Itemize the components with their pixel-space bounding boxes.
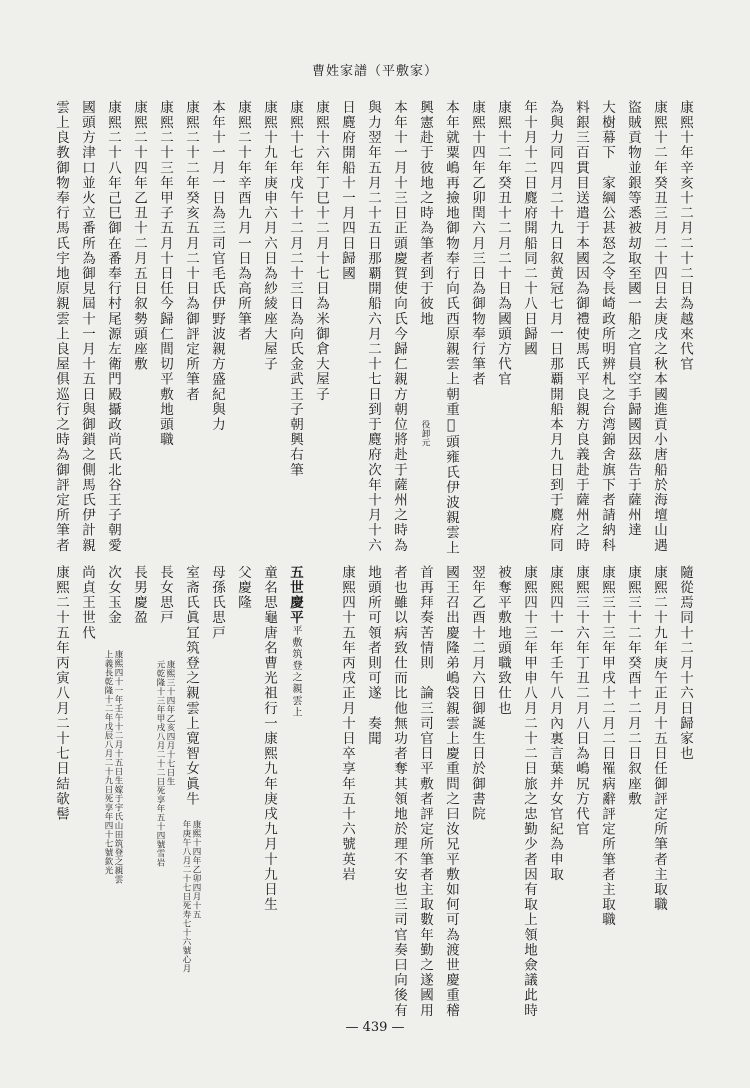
fifth-gen-line: 室斋氏眞冝筑登之親雲上寛智女眞牛 [183,565,199,807]
upper-col: 康熙二十年辛酉九月一日為高所筆者 [235,100,251,342]
upper-col: 本年十一月十三日正頭慶賀使向氏今歸仁親方朝位將赴于薩州之時為 [391,100,407,553]
upper-note: 役卸元 [420,420,430,447]
generation-subtitle: 平敷筑登之親雲上 [290,625,301,719]
page-number: — 439 — [345,1020,405,1035]
lower-col: 康熙三十三年甲戌十二月二日罹病辭評定所筆者主取職 [599,565,615,928]
upper-col: 康熙十九年庚申六月六日為紗綾座大屋子 [261,100,277,372]
generation-heading [285,565,305,718]
lower-col: 康熙三十二年癸酉十二月二日叙座敷 [625,565,641,807]
lower-col: 國王召出慶隆弟嶋袋親雲上慶重問之曰汝兄平敷如何可為渡世慶重稽 [443,565,459,1018]
upper-col: 康熙十二年癸丑十二月二十日為國頭方代官 [495,100,511,387]
lower-col: 被奪平敷地頭職致仕也 [495,565,511,716]
upper-col: 國頭方津口並火立番所為御見屆十一月十五日與御鎖之側馬氏伊計親 [79,100,95,553]
daughter-note: 康熙三十四年乙亥四月十七日生 [165,660,175,786]
upper-col: 本年就粟嶋再撿地御物奉行向氏西原親雲上朝重𥫨頭雍氏伊波親雲上 [443,100,459,556]
fifth-gen-line: 父慶隆 [235,565,251,611]
upper-col: 康熙二十四年乙丑十二月五日叙勢頭座敷 [131,100,147,372]
upper-col: 興憲赴于彼地之時為筆者到于彼地 [417,100,433,327]
lower-col: 首再拜奏苦情則 論三司官日平敷者評定所筆者主取數年勤之遂國用 [417,565,433,1018]
upper-col: 康熙二十八年己巳御在番奉行村尾源左衛門殿攝政尚氏北谷王子朝愛 [105,100,121,553]
upper-col: 康熙十六年丁巳十二月十七日為米御倉大屋子 [313,100,329,402]
wife-note: 年庚午八月二十七日死寿七十六號心月 [181,820,191,973]
fifth-gen-line: 次女玉金 [105,565,121,626]
fifth-gen-line: 康熙二十五年丙寅八月二十七日結欹髻 [53,565,69,822]
fifth-gen-line: 長女思戸 [157,565,173,626]
upper-col: 康熙十七年戊午十二月二十三日為向氏金武王子朝興右筆 [287,100,303,478]
lower-col: 康熙四十三年甲申八月二十二日旅之忠勤少者因有取上領地僉議此時 [521,565,537,1018]
lower-col: 地頭所可領者則可遂 奏聞 [365,565,381,747]
fifth-gen-line: 童名思龜唐名曹光祖行一康熙九年庚戌九月十九日生 [261,565,277,913]
wife-note: 康熙十四年乙卯四月十五 [191,820,201,919]
daughter-note: 康熙四十一年壬午十二月十五日生嫁于宇氏山田筑登之親雲 [113,650,123,884]
upper-col: 大樹幕下 家綱公甚怒之令長崎政所明辨札之台湾錦舍旗下者請納科 [599,100,615,553]
upper-col: 為與力同四月二十九日叙黄冠七月一日那覇開船本月九日到于麑府同 [547,100,563,553]
daughter-note: 上義長乾隆十二年戊辰八月二十九日死享年四十七號欽光 [103,650,113,875]
upper-col: 康熙十二年癸丑三月二十四日去庚戌之秋本國進貢小唐船於海壇山遇 [651,100,667,553]
fifth-gen-line: 長男慶盈 [131,565,147,626]
fifth-gen-line: 母孫氏思戸 [209,565,225,641]
upper-col: 康熙十四年乙卯閏六月三日為御物奉行筆者 [469,100,485,387]
upper-col: 料銀三百貫目送遣于本國因為御禮使馬氏平良親方良義赴于薩州之時 [573,100,589,553]
upper-col: 康熙十年辛亥十二月二十二日為越來代官 [677,100,693,372]
upper-col: 康熙二十三年甲子五月十日任今歸仁間切平敷地頭職 [157,100,173,448]
fifth-gen-line: 尚貞王世代 [79,565,95,641]
upper-col: 與力翌年五月二十五日那覇開船六月二十七日到于麑府次年十月十六 [365,100,381,553]
upper-col: 本年十一月一日為三司官毛氏伊野波親方盛紀與力 [209,100,225,433]
upper-col: 日麑府開船十一月四日歸國 [339,100,355,282]
page-header: 曹姓家譜（平敷家） [311,64,438,79]
lower-col: 康熙四十一年壬午八月內裏言葉并女官紀為申取 [547,565,563,883]
upper-col: 雲上良教御物奉行馬氏宇地原親雲上良屋俱巡行之時為御評定所筆者 [53,100,69,553]
daughter-note: 元乾隆十三年甲戌八月二十二日死享年五十四號雪岩 [155,660,165,867]
lower-col: 隨從焉同十二月十六日歸家也 [677,565,693,762]
lower-col: 者也雖以病致仕而比他無功者奪其領地於理不安也三司官奏曰向後有 [391,565,407,1018]
generation-label: 五世慶平 [287,565,303,626]
lower-col: 康熙二十九年庚午正月十五日任御評定所筆者主取職 [651,565,667,913]
upper-col: 康熙二十二年癸亥五月二十日為御評定所筆者 [183,100,199,402]
upper-col: 年十月十二日麑府開船同二十八日歸國 [521,100,537,357]
lower-col: 康熙三十六年丁丑二月八日為嶋尻方代官 [573,565,589,837]
upper-col: 盜賊貢物並銀等悉被刧取至國一船之官員空手歸國因茲告于薩州達 [625,100,641,538]
lower-col: 翌年乙酉十二月六日御誕生日於御書院 [469,565,485,822]
lower-col: 康熙四十五年丙戌正月十日卒享年五十六號英岩 [339,565,355,883]
